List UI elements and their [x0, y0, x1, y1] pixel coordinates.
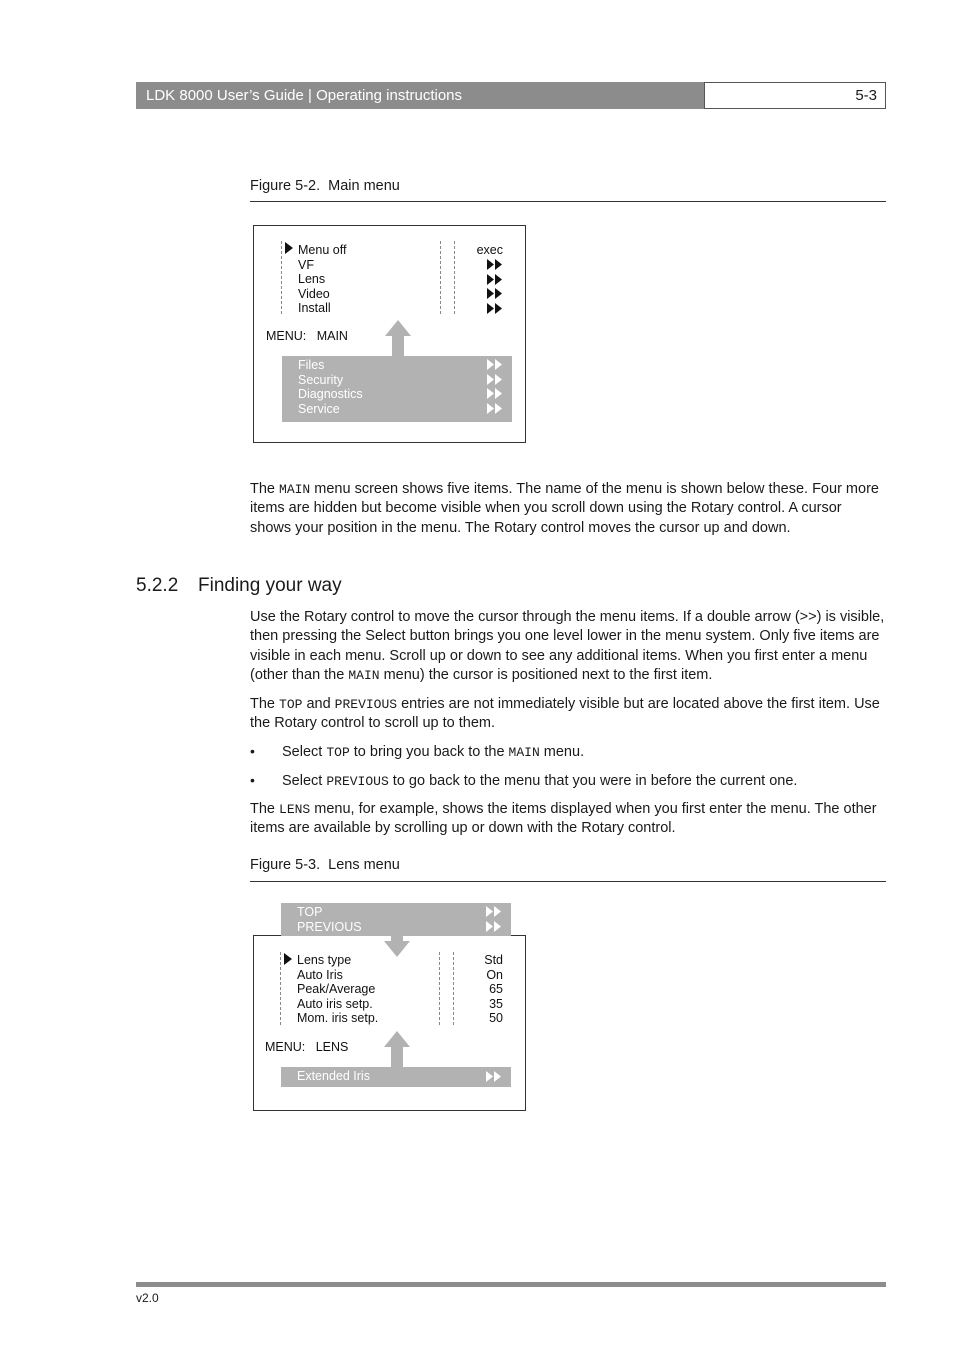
- figure-title: Main menu: [328, 178, 400, 194]
- menu-item-value: 65: [489, 982, 503, 997]
- menu-item: Video: [298, 286, 330, 301]
- figure-number: Figure 5-3.: [250, 857, 321, 873]
- scroll-down-arrow-icon: [384, 925, 410, 957]
- menu-item: Menu off: [298, 243, 347, 257]
- menu-item: Auto Iris: [297, 967, 343, 982]
- menu-name: LENS: [315, 1040, 349, 1054]
- double-arrow-icon: [486, 259, 504, 317]
- caption-rule: [250, 881, 886, 882]
- hidden-items-panel: [281, 1067, 511, 1087]
- list-item: Select PREVIOUS to go back to the menu that you were in before the current one.: [282, 773, 798, 789]
- menu-item-list: [297, 953, 378, 1026]
- paragraph: The MAIN menu screen shows five items. The name of the menu is shown below these. Four more items are hidden but become visible when you scroll down using the Rotary control. A cursor shows your position in the menu. The Rotary control moves the cursor up and down.: [250, 481, 879, 536]
- menu-item: Peak/Average: [297, 982, 376, 997]
- figure-caption: [250, 178, 400, 194]
- term-rotary-control: Rotary control: [493, 519, 585, 536]
- paragraph: The LENS menu, for example, shows the items displayed when you first enter the menu. The other items are available by scrolling up or down with the Rotary control.: [250, 801, 877, 837]
- hidden-menu-item: Diagnostics: [298, 387, 363, 402]
- menu-item-value: exec: [476, 243, 503, 257]
- double-arrow-icon: [486, 359, 504, 417]
- section-title: Finding your way: [198, 575, 342, 596]
- hidden-menu-item: Service: [298, 401, 340, 416]
- footer-rule: [136, 1282, 886, 1287]
- paragraph: Use the Rotary control to move the cursor through the menu items. If a double arrow (>>) is visible, then pressing the Select button brings you one level lower in the menu system. Only five items are visible in each menu. Scroll up or down to see any additional items. When you first enter a menu (other than the MAIN menu) the cursor is positioned next to the first item.: [250, 609, 885, 684]
- column-separator: [281, 241, 282, 314]
- page-number: 5-3: [704, 82, 886, 109]
- term-rotary-control: Rotary control: [274, 715, 365, 732]
- list-item: Select TOP to bring you back to the MAIN menu.: [282, 744, 585, 760]
- menu-item: Auto iris setp.: [297, 996, 373, 1011]
- lens-menu-figure: [253, 903, 526, 1111]
- double-arrow-icon: [485, 906, 503, 934]
- menu-value-list: [453, 953, 503, 1026]
- figure-title: Lens menu: [328, 857, 400, 873]
- menu-item-value: On: [486, 967, 503, 982]
- scroll-up-arrow-icon: [385, 320, 411, 358]
- menu-name: MAIN: [316, 329, 348, 343]
- double-arrow-icon: [485, 1071, 503, 1083]
- menu-name-label: MENU: LENS: [265, 1040, 349, 1054]
- header-title: LDK 8000 User’s Guide | Operating instructions: [136, 82, 704, 109]
- menu-item: Lens: [298, 272, 326, 287]
- hidden-menu-item: TOP: [297, 905, 323, 919]
- bullet-icon: •: [250, 743, 255, 759]
- figure-number: Figure 5-2.: [250, 178, 321, 194]
- hidden-menu-item: Security: [298, 372, 344, 387]
- section-heading: [136, 575, 342, 597]
- hidden-items-panel: [282, 356, 512, 422]
- menu-item-value: 50: [489, 1011, 503, 1026]
- footer-version: v2.0: [136, 1291, 159, 1305]
- term-rotary-control: Rotary control: [690, 500, 782, 517]
- section-number: 5.2.2: [136, 575, 179, 596]
- column-separator: [280, 952, 281, 1025]
- cursor-triangle-icon: [284, 241, 294, 255]
- menu-item: VF: [298, 257, 314, 272]
- menu-item: Install: [298, 301, 331, 316]
- column-separator: [439, 952, 440, 1025]
- menu-name-label: MENU: MAIN: [266, 329, 348, 343]
- menu-item: Mom. iris setp.: [297, 1011, 379, 1026]
- hidden-menu-item: Extended Iris: [297, 1069, 370, 1083]
- menu-item-value: 35: [489, 996, 503, 1011]
- term-rotary-control: Rotary control: [581, 820, 672, 837]
- hidden-menu-item: PREVIOUS: [297, 919, 362, 934]
- bullet-icon: •: [250, 772, 255, 788]
- hidden-menu-item: Files: [298, 358, 325, 372]
- main-menu-figure: [253, 225, 526, 443]
- scroll-up-arrow-icon: [384, 1031, 410, 1067]
- figure-caption: [250, 857, 400, 873]
- paragraph: The TOP and PREVIOUS entries are not immediately visible but are located above the first item. Use the Rotary control to scroll up to them.: [250, 696, 880, 732]
- term-select-button: Select button: [365, 628, 450, 645]
- menu-item-value: Std: [484, 953, 503, 967]
- menu-item: Lens type: [297, 953, 352, 967]
- cursor-triangle-icon: [283, 952, 293, 966]
- caption-rule: [250, 201, 886, 202]
- term-rotary-control: Rotary control: [304, 609, 395, 625]
- column-separator: [440, 241, 441, 314]
- menu-item-list: [298, 243, 346, 316]
